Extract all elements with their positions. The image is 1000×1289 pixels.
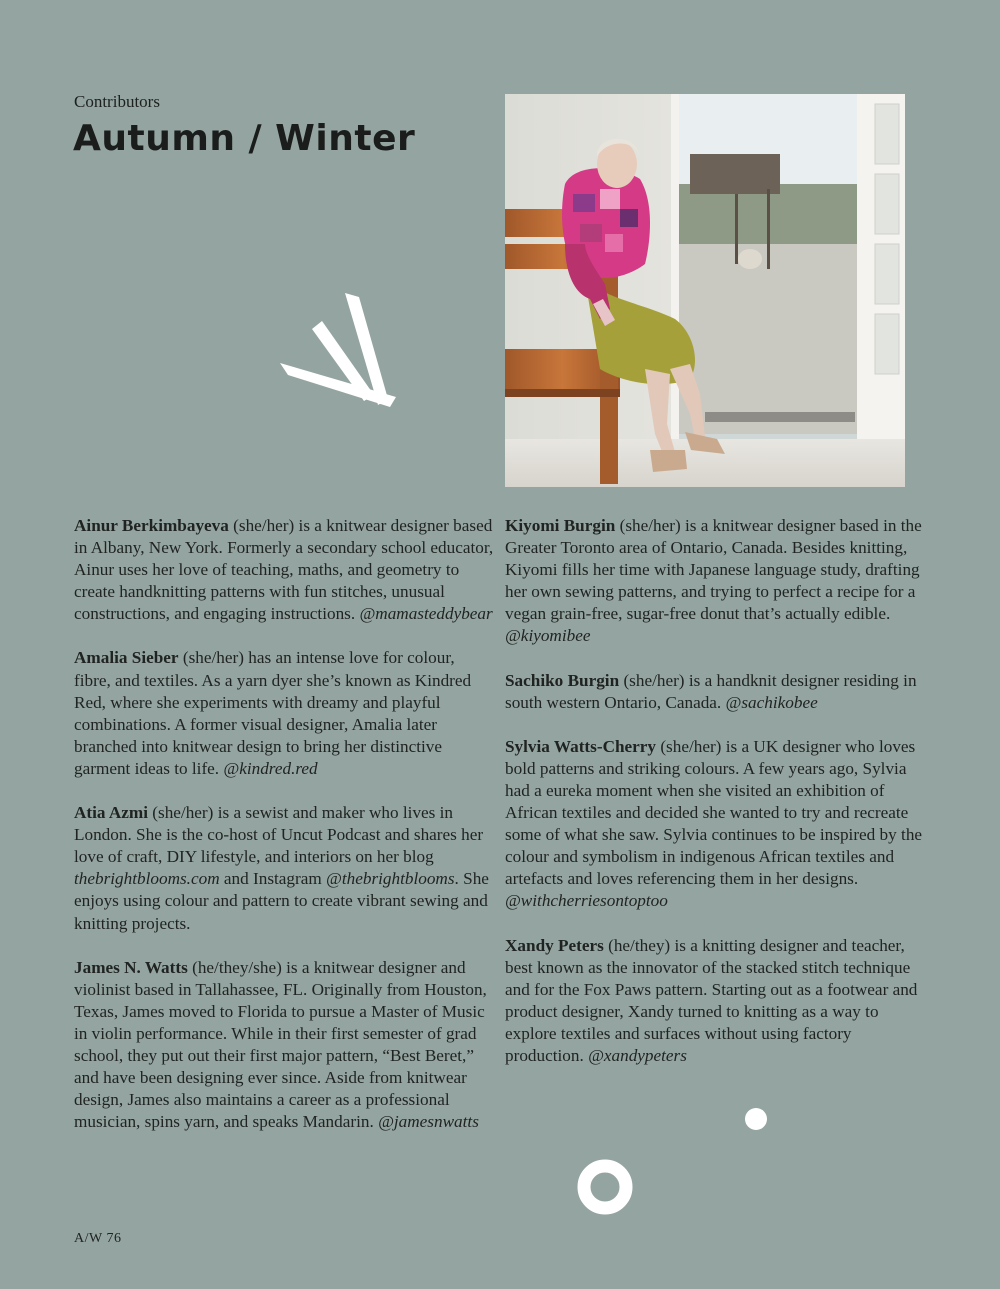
chevron-arrow-decoration — [270, 285, 410, 420]
contributor-entry — [505, 736, 925, 913]
contributor-bio: is a knitting designer and teacher, best known as the innovator of the stacked stitch technique and for the Fox Paws pattern. Starting out as a footwear and product designer, Xandy turned to knitting as a way to explore textiles and surfaces without using factory production. — [505, 935, 918, 1065]
contributor-pronouns: (she/her) — [619, 670, 685, 690]
contributors-left-column — [74, 515, 494, 1155]
contributor-name: Kiyomi Burgin — [505, 516, 616, 535]
contributor-handle: @withcherriesontoptoo — [505, 891, 668, 911]
contributor-handle: @kiyomibee — [505, 626, 591, 646]
contributor-bio: and Instagram — [219, 869, 327, 889]
contributor-handle: @xandypeters — [588, 1045, 687, 1065]
contributor-name: Sylvia Watts-Cherry — [505, 736, 657, 756]
contributors-right-column — [505, 515, 925, 1089]
contributor-entry — [74, 957, 494, 1134]
contributor-entry — [505, 515, 925, 648]
contributor-bio: is a knitwear designer based in the Greater Toronto area of Ontario, Canada. Besides knitting, Kiyomi fills her time with Japanese language study, drafting her own sewing patterns, and trying to perfect a recipe for a vegan grain-free, sugar-free donut that’s actually edible. — [505, 516, 922, 624]
dot-decoration — [744, 1107, 768, 1131]
section-label: Contributors — [74, 92, 160, 111]
page-title: Autumn / Winter — [73, 118, 416, 159]
contributor-handle: @thebrightblooms — [326, 869, 455, 889]
contributor-pronouns: (she/her) — [615, 516, 681, 535]
page-folio: A/W 76 — [74, 1231, 122, 1246]
contributor-name: Sachiko Burgin — [505, 670, 620, 690]
portrait-illustration — [505, 94, 905, 487]
contributor-bio: is a knitwear designer and violinist based in Tallahassee, FL. Originally from Houston, Texas, James moved to Florida to pursue a Master of Music in violin performance. While in their first semester of grad school, they put out their first major pattern, “Best Beret,” and have been designing ever since. Aside from knitwear design, James also maintains a career as a professional musician, spins yarn, and speaks Mandarin. — [74, 957, 487, 1132]
contributor-bio: is a UK designer who loves bold patterns and striking colours. A few years ago, Sylvia had a eureka moment when she visited an exhibition of African textiles and decided she wanted to try and recreate some of what she saw. Sylvia continues to be inspired by the colour and symbolism in indigenous African textiles and artefacts and loves referencing them in her designs. — [505, 736, 923, 889]
contributor-bio: has an intense love for colour, fibre, and textiles. As a yarn dyer she’s known as Kindred Red, where she experiments with dreamy and playful combinations. A former visual designer, Amalia later branched into knitwear design to bring her distinctive garment ideas to life. — [74, 648, 472, 778]
contributor-pronouns: (he/they/she) — [187, 957, 282, 977]
contributor-name: Amalia Sieber — [74, 648, 179, 668]
contributor-handle: @jamesnwatts — [378, 1112, 479, 1132]
contributor-bio: . She enjoys using colour and pattern to create vibrant sewing and knitting projects. — [74, 869, 489, 933]
contributor-handle: @sachikobee — [725, 692, 818, 712]
contributor-pronouns: (she/her) — [656, 736, 722, 756]
contributor-handle: @kindred.red — [223, 758, 318, 778]
ring-decoration — [575, 1157, 635, 1217]
contributor-pronouns: (she/her) — [148, 803, 214, 823]
contributor-pronouns: (she/her) — [178, 648, 244, 668]
contributor-pronouns: (he/they) — [603, 935, 671, 955]
contributor-bio: is a sewist and maker who lives in London. She is the co-host of Uncut Podcast and shares her love of craft, DIY lifestyle, and interiors on her blog — [74, 803, 484, 867]
contributor-bio: is a handknit designer residing in south western Ontario, Canada. — [505, 670, 917, 712]
contributor-entry — [505, 935, 925, 1068]
contributor-blog-link: thebrightblooms.com — [74, 869, 220, 889]
contributor-entry — [505, 670, 925, 714]
contributor-name: Xandy Peters — [505, 935, 604, 955]
contributor-name: Ainur Berkimbayeva — [74, 516, 229, 535]
contributor-name: Atia Azmi — [74, 803, 148, 823]
contributor-pronouns: (she/her) — [228, 516, 295, 535]
contributor-entry — [74, 647, 494, 780]
contributor-entry — [74, 802, 494, 935]
contributor-handle: @mamasteddybear — [359, 604, 493, 624]
contributor-name: James N. Watts — [74, 957, 188, 977]
contributor-entry — [74, 515, 494, 625]
contributor-bio: is a knitwear designer based in Albany, New York. Formerly a secondary school educator, Ainur uses her love of teaching, maths, and geometry to create handknitting patterns with fun stitches, unusual constructions, and engaging instructions. — [74, 516, 494, 624]
contributor-portrait-photo — [505, 94, 905, 487]
